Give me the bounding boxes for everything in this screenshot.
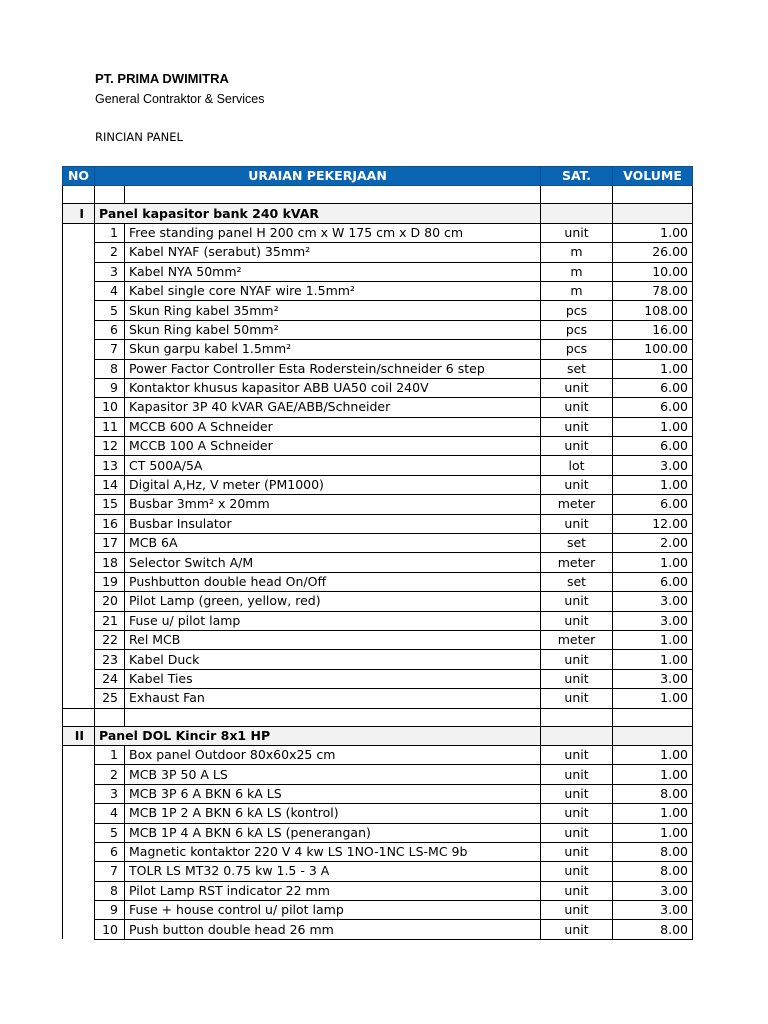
- item-volume: 26.00: [613, 243, 693, 262]
- item-number: 5: [95, 301, 125, 320]
- item-description: Pilot Lamp RST indicator 22 mm: [125, 881, 541, 900]
- item-volume: 12.00: [613, 514, 693, 533]
- empty-cell: [63, 378, 95, 397]
- item-unit: unit: [541, 920, 613, 939]
- item-number: 1: [95, 745, 125, 764]
- item-description: Pilot Lamp (green, yellow, red): [125, 592, 541, 611]
- item-number: 4: [95, 804, 125, 823]
- table-row: [63, 243, 693, 262]
- item-description: Box panel Outdoor 80x60x25 cm: [125, 745, 541, 764]
- item-volume: 6.00: [613, 495, 693, 514]
- empty-cell: [63, 340, 95, 359]
- table-row: [63, 223, 693, 242]
- item-unit: m: [541, 243, 613, 262]
- table-row: [63, 745, 693, 764]
- item-volume: 16.00: [613, 320, 693, 339]
- section-title: Panel kapasitor bank 240 kVAR: [95, 204, 541, 223]
- empty-cell: [541, 186, 613, 204]
- item-unit: unit: [541, 417, 613, 436]
- item-volume: 3.00: [613, 592, 693, 611]
- empty-cell: [63, 804, 95, 823]
- item-number: 19: [95, 572, 125, 591]
- item-number: 8: [95, 359, 125, 378]
- item-volume: 6.00: [613, 398, 693, 417]
- item-description: Kabel NYA 50mm²: [125, 262, 541, 281]
- empty-cell: [63, 437, 95, 456]
- item-volume: 10.00: [613, 262, 693, 281]
- empty-cell: [63, 592, 95, 611]
- empty-cell: [541, 708, 613, 726]
- table-header-row: [63, 167, 693, 186]
- item-number: 22: [95, 630, 125, 649]
- item-volume: 1.00: [613, 359, 693, 378]
- item-unit: unit: [541, 514, 613, 533]
- item-number: 9: [95, 901, 125, 920]
- item-volume: 8.00: [613, 862, 693, 881]
- empty-cell: [541, 204, 613, 223]
- item-number: 8: [95, 881, 125, 900]
- item-number: 6: [95, 320, 125, 339]
- empty-cell: [63, 514, 95, 533]
- empty-cell: [95, 708, 125, 726]
- item-description: Kapasitor 3P 40 kVAR GAE/ABB/Schneider: [125, 398, 541, 417]
- section-header-row: [63, 204, 693, 223]
- empty-cell: [613, 726, 693, 745]
- item-description: Exhaust Fan: [125, 689, 541, 708]
- item-volume: 1.00: [613, 630, 693, 649]
- empty-cell: [63, 784, 95, 803]
- item-volume: 1.00: [613, 804, 693, 823]
- item-description: Kabel Duck: [125, 650, 541, 669]
- item-volume: 3.00: [613, 611, 693, 630]
- item-volume: 1.00: [613, 823, 693, 842]
- table-row: [63, 262, 693, 281]
- table-row: [63, 495, 693, 514]
- item-description: Fuse u/ pilot lamp: [125, 611, 541, 630]
- item-description: Busbar 3mm² x 20mm: [125, 495, 541, 514]
- item-volume: 78.00: [613, 281, 693, 300]
- item-number: 5: [95, 823, 125, 842]
- table-row: [63, 842, 693, 861]
- item-volume: 1.00: [613, 765, 693, 784]
- empty-cell: [63, 669, 95, 688]
- item-unit: meter: [541, 553, 613, 572]
- item-number: 11: [95, 417, 125, 436]
- item-number: 25: [95, 689, 125, 708]
- table-row: [63, 475, 693, 494]
- empty-cell: [63, 650, 95, 669]
- item-number: 4: [95, 281, 125, 300]
- table-row: [63, 378, 693, 397]
- item-unit: m: [541, 281, 613, 300]
- item-number: 9: [95, 378, 125, 397]
- item-volume: 6.00: [613, 437, 693, 456]
- empty-cell: [63, 281, 95, 300]
- panel-details-table: [62, 166, 693, 940]
- empty-cell: [63, 495, 95, 514]
- item-unit: unit: [541, 901, 613, 920]
- item-unit: unit: [541, 862, 613, 881]
- item-description: Skun Ring kabel 50mm²: [125, 320, 541, 339]
- table-row: [63, 437, 693, 456]
- empty-cell: [125, 186, 541, 204]
- empty-cell: [613, 204, 693, 223]
- table-row: [63, 765, 693, 784]
- empty-cell: [63, 398, 95, 417]
- item-description: Kabel Ties: [125, 669, 541, 688]
- empty-cell: [63, 765, 95, 784]
- item-description: Rel MCB: [125, 630, 541, 649]
- item-unit: unit: [541, 823, 613, 842]
- item-unit: unit: [541, 745, 613, 764]
- item-description: Selector Switch A/M: [125, 553, 541, 572]
- item-unit: pcs: [541, 320, 613, 339]
- blank-row: [63, 708, 693, 726]
- item-unit: pcs: [541, 301, 613, 320]
- item-unit: unit: [541, 842, 613, 861]
- item-volume: 3.00: [613, 881, 693, 900]
- item-unit: set: [541, 534, 613, 553]
- table-row: [63, 534, 693, 553]
- item-description: MCCB 100 A Schneider: [125, 437, 541, 456]
- table-row: [63, 920, 693, 939]
- item-description: Digital A,Hz, V meter (PM1000): [125, 475, 541, 494]
- item-volume: 108.00: [613, 301, 693, 320]
- table-row: [63, 901, 693, 920]
- item-volume: 1.00: [613, 745, 693, 764]
- item-unit: unit: [541, 378, 613, 397]
- item-description: Kontaktor khusus kapasitor ABB UA50 coil 240V: [125, 378, 541, 397]
- item-number: 15: [95, 495, 125, 514]
- item-number: 3: [95, 784, 125, 803]
- table-row: [63, 320, 693, 339]
- item-number: 24: [95, 669, 125, 688]
- item-volume: 3.00: [613, 901, 693, 920]
- item-volume: 1.00: [613, 475, 693, 494]
- item-volume: 1.00: [613, 650, 693, 669]
- blank-row: [63, 186, 693, 204]
- item-volume: 8.00: [613, 920, 693, 939]
- item-unit: unit: [541, 437, 613, 456]
- item-volume: 2.00: [613, 534, 693, 553]
- item-unit: m: [541, 262, 613, 281]
- item-description: MCB 3P 50 A LS: [125, 765, 541, 784]
- table-row: [63, 881, 693, 900]
- item-unit: unit: [541, 881, 613, 900]
- empty-cell: [63, 475, 95, 494]
- item-number: 1: [95, 223, 125, 242]
- item-volume: 3.00: [613, 669, 693, 688]
- table-row: [63, 669, 693, 688]
- item-unit: unit: [541, 223, 613, 242]
- item-unit: unit: [541, 398, 613, 417]
- section-header-row: [63, 726, 693, 745]
- table-row: [63, 650, 693, 669]
- section-number: II: [63, 726, 95, 745]
- item-description: Power Factor Controller Esta Roderstein/schneider 6 step: [125, 359, 541, 378]
- empty-cell: [63, 862, 95, 881]
- item-number: 3: [95, 262, 125, 281]
- item-volume: 6.00: [613, 572, 693, 591]
- empty-cell: [613, 708, 693, 726]
- item-description: Push button double head 26 mm: [125, 920, 541, 939]
- column-header-no: NO: [63, 167, 95, 186]
- item-volume: 1.00: [613, 223, 693, 242]
- item-description: Kabel single core NYAF wire 1.5mm²: [125, 281, 541, 300]
- empty-cell: [63, 301, 95, 320]
- item-unit: set: [541, 359, 613, 378]
- item-description: Pushbutton double head On/Off: [125, 572, 541, 591]
- table-row: [63, 823, 693, 842]
- empty-cell: [63, 842, 95, 861]
- item-description: MCB 6A: [125, 534, 541, 553]
- item-description: Free standing panel H 200 cm x W 175 cm x D 80 cm: [125, 223, 541, 242]
- item-description: Busbar Insulator: [125, 514, 541, 533]
- item-number: 21: [95, 611, 125, 630]
- section-title: Panel DOL Kincir 8x1 HP: [95, 726, 541, 745]
- item-number: 2: [95, 765, 125, 784]
- table-row: [63, 689, 693, 708]
- item-unit: pcs: [541, 340, 613, 359]
- item-volume: 1.00: [613, 417, 693, 436]
- empty-cell: [63, 243, 95, 262]
- item-description: Skun garpu kabel 1.5mm²: [125, 340, 541, 359]
- item-number: 17: [95, 534, 125, 553]
- section-number: I: [63, 204, 95, 223]
- empty-cell: [63, 320, 95, 339]
- table-row: [63, 804, 693, 823]
- item-description: MCB 1P 4 A BKN 6 kA LS (penerangan): [125, 823, 541, 842]
- document-title: RINCIAN PANEL: [95, 130, 183, 144]
- item-description: MCB 1P 2 A BKN 6 kA LS (kontrol): [125, 804, 541, 823]
- empty-cell: [541, 726, 613, 745]
- table-row: [63, 862, 693, 881]
- item-volume: 1.00: [613, 553, 693, 572]
- item-unit: unit: [541, 804, 613, 823]
- table-row: [63, 572, 693, 591]
- item-volume: 1.00: [613, 689, 693, 708]
- item-unit: unit: [541, 765, 613, 784]
- column-header-description: URAIAN PEKERJAAN: [95, 167, 541, 186]
- column-header-volume: VOLUME: [613, 167, 693, 186]
- item-description: Fuse + house control u/ pilot lamp: [125, 901, 541, 920]
- item-number: 7: [95, 862, 125, 881]
- table-row: [63, 417, 693, 436]
- table-row: [63, 611, 693, 630]
- empty-cell: [63, 456, 95, 475]
- item-volume: 6.00: [613, 378, 693, 397]
- item-description: MCCB 600 A Schneider: [125, 417, 541, 436]
- item-description: TOLR LS MT32 0.75 kw 1.5 - 3 A: [125, 862, 541, 881]
- empty-cell: [63, 417, 95, 436]
- empty-cell: [63, 262, 95, 281]
- empty-cell: [63, 823, 95, 842]
- empty-cell: [63, 223, 95, 242]
- empty-cell: [63, 881, 95, 900]
- item-unit: unit: [541, 784, 613, 803]
- empty-cell: [63, 572, 95, 591]
- empty-cell: [125, 708, 541, 726]
- item-number: 20: [95, 592, 125, 611]
- company-name: PT. PRIMA DWIMITRA: [95, 71, 229, 86]
- empty-cell: [63, 611, 95, 630]
- item-number: 18: [95, 553, 125, 572]
- table-row: [63, 592, 693, 611]
- item-description: CT 500A/5A: [125, 456, 541, 475]
- item-unit: unit: [541, 669, 613, 688]
- item-number: 14: [95, 475, 125, 494]
- item-unit: meter: [541, 495, 613, 514]
- item-description: Skun Ring kabel 35mm²: [125, 301, 541, 320]
- empty-cell: [63, 186, 95, 204]
- item-unit: lot: [541, 456, 613, 475]
- column-header-unit: SAT.: [541, 167, 613, 186]
- table-row: [63, 630, 693, 649]
- table-row: [63, 340, 693, 359]
- empty-cell: [63, 689, 95, 708]
- item-number: 6: [95, 842, 125, 861]
- empty-cell: [63, 920, 95, 939]
- table-row: [63, 301, 693, 320]
- item-unit: unit: [541, 650, 613, 669]
- item-unit: set: [541, 572, 613, 591]
- item-number: 2: [95, 243, 125, 262]
- item-unit: unit: [541, 689, 613, 708]
- item-number: 16: [95, 514, 125, 533]
- empty-cell: [63, 745, 95, 764]
- table-body: [63, 186, 693, 939]
- table-row: [63, 281, 693, 300]
- empty-cell: [63, 630, 95, 649]
- empty-cell: [63, 708, 95, 726]
- item-number: 23: [95, 650, 125, 669]
- item-unit: unit: [541, 475, 613, 494]
- table-row: [63, 514, 693, 533]
- empty-cell: [613, 186, 693, 204]
- item-number: 10: [95, 398, 125, 417]
- table-row: [63, 456, 693, 475]
- empty-cell: [63, 359, 95, 378]
- item-volume: 8.00: [613, 784, 693, 803]
- item-volume: 100.00: [613, 340, 693, 359]
- item-description: Kabel NYAF (serabut) 35mm²: [125, 243, 541, 262]
- item-unit: unit: [541, 611, 613, 630]
- table-row: [63, 398, 693, 417]
- item-description: Magnetic kontaktor 220 V 4 kw LS 1NO-1NC LS-MC 9b: [125, 842, 541, 861]
- item-number: 12: [95, 437, 125, 456]
- item-unit: unit: [541, 592, 613, 611]
- table-row: [63, 784, 693, 803]
- item-description: MCB 3P 6 A BKN 6 kA LS: [125, 784, 541, 803]
- table-row: [63, 359, 693, 378]
- item-volume: 3.00: [613, 456, 693, 475]
- item-number: 10: [95, 920, 125, 939]
- item-volume: 8.00: [613, 842, 693, 861]
- item-number: 13: [95, 456, 125, 475]
- empty-cell: [63, 534, 95, 553]
- table-row: [63, 553, 693, 572]
- empty-cell: [63, 553, 95, 572]
- item-unit: meter: [541, 630, 613, 649]
- empty-cell: [95, 186, 125, 204]
- item-number: 7: [95, 340, 125, 359]
- company-tagline: General Contraktor & Services: [95, 92, 265, 106]
- empty-cell: [63, 901, 95, 920]
